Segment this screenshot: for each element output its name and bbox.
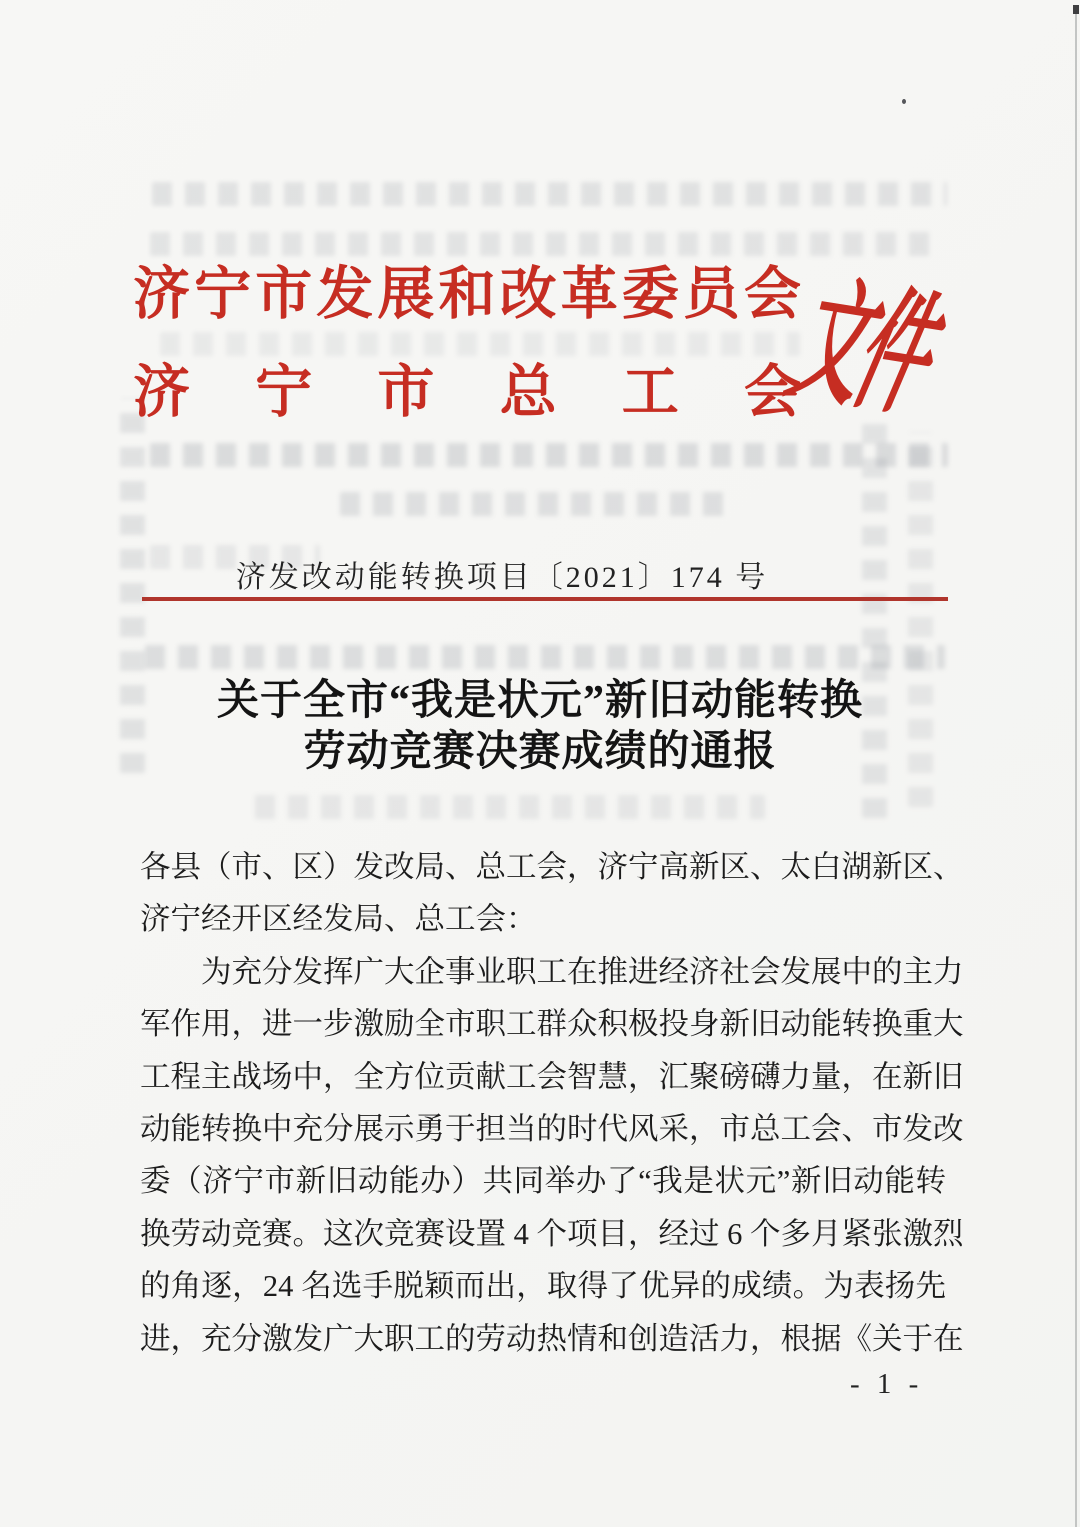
bleedthrough-artifact bbox=[340, 492, 730, 516]
document-title-line1: 关于全市“我是状元”新旧动能转换 bbox=[216, 678, 863, 724]
document-title-line2: 劳动竞赛决赛成绩的通报 bbox=[303, 729, 777, 775]
body-text-line: 的角逐，24 名选手脱颖而出，取得了优异的成绩。为表扬先 bbox=[140, 1269, 946, 1304]
recipients-line: 各县（市、区）发改局、总工会，济宁高新区、太白湖新区、 bbox=[140, 850, 964, 884]
document-title bbox=[0, 676, 1080, 778]
body-text-line: 委（济宁市新旧动能办）共同举办了“我是状元”新旧动能转 bbox=[140, 1164, 946, 1199]
body-text-line: 为充分发挥广大企事业职工在推进经济社会发展中的主力 bbox=[201, 954, 964, 989]
body-text-line: 工程主战场中，全方位贡献工会智慧，汇聚磅礴力量，在新旧 bbox=[140, 1059, 964, 1094]
bleedthrough-artifact bbox=[145, 645, 945, 669]
issuer-org-1: 济宁市发展和改革委员会 bbox=[133, 263, 801, 326]
doc-type-wenjian-stamp: 文件 bbox=[772, 268, 959, 432]
bleedthrough-artifact bbox=[150, 232, 938, 256]
red-divider-line bbox=[142, 597, 948, 601]
bleedthrough-artifact bbox=[255, 795, 765, 819]
body-text-line: 进，充分激发广大职工的劳动热情和创造活力，根据《关于在 bbox=[140, 1321, 964, 1356]
recipients-line: 济宁经开区经发局、总工会： bbox=[140, 902, 537, 937]
page-number: - 1 - bbox=[850, 1368, 924, 1400]
doc-reference-number: 济发改动能转换项目〔2021〕174 号 bbox=[235, 561, 769, 594]
body-text-line: 军作用，进一步激励全市职工群众积极投身新旧动能转换重大 bbox=[140, 1007, 964, 1042]
document-body bbox=[140, 841, 964, 1365]
scan-edge-dot bbox=[1073, 5, 1079, 14]
body-text-line: 动能转换中充分展示勇于担当的时代风采，市总工会、市发改 bbox=[140, 1111, 964, 1146]
bleedthrough-artifact bbox=[152, 182, 947, 206]
issuer-org-2: 济宁市总工会 bbox=[133, 361, 801, 424]
letterhead bbox=[133, 264, 801, 424]
scan-speck bbox=[902, 99, 906, 104]
body-text-line: 换劳动竞赛。这次竞赛设置 4 个项目，经过 6 个多月紧张激烈 bbox=[140, 1216, 964, 1251]
